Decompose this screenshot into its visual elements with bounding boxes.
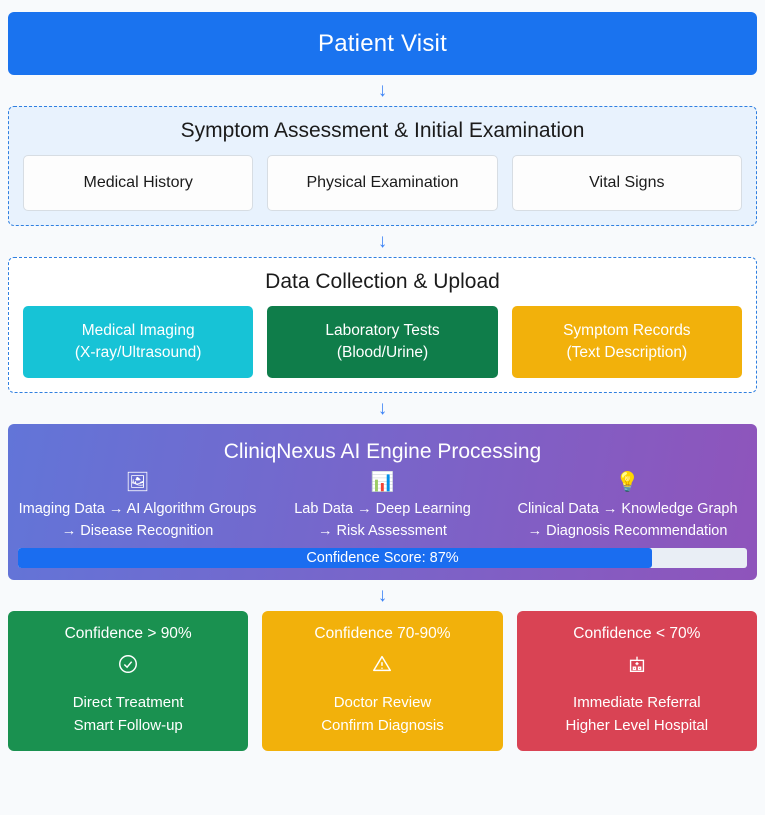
card-medical-imaging-line1: Medical Imaging [81,321,195,339]
stage-patient-visit [8,12,757,75]
ai-engine-clinical-line2: → Diagnosis Recommendation [527,522,728,539]
arrow-2: ↓ [377,231,388,252]
ai-engine-column-imaging [18,472,257,542]
outcome-low-confidence-line2: Higher Level Hospital [565,717,709,735]
card-medical-history [23,155,253,211]
ai-engine-column-lab [263,472,502,542]
outcome-high-confidence-line2: Smart Follow-up [73,717,183,735]
confidence-progress-label: Confidence Score: 87% [306,550,459,567]
arrow-4: ↓ [377,585,388,607]
card-symptom-records-line1: Symptom Records [563,321,691,339]
outcome-high-confidence-head: Confidence > 90% [64,625,192,643]
ai-engine-column-clinical [508,472,747,542]
card-medical-imaging [23,306,253,378]
card-laboratory-tests-line2: (Blood/Urine) [336,344,429,361]
outcome-medium-confidence-line1: Doctor Review [333,694,432,712]
outcome-low-confidence-head: Confidence < 70% [573,625,701,643]
arrow-1: ↓ [377,80,388,101]
outcome-low-confidence-line1: Immediate Referral [573,694,701,712]
lightbulb-icon: 💡 [615,472,640,493]
warning-triangle-icon [371,653,393,679]
bar-chart-icon: 📊 [370,472,395,493]
ai-engine-imaging-line1: Imaging Data → AI Algorithm Groups [18,500,257,517]
card-medical-imaging-line2: (X-ray/Ultrasound) [74,344,202,361]
stage-ai-engine [8,424,757,580]
confidence-progress-bar [18,548,747,568]
patient-visit-title: Patient Visit [318,29,447,57]
outcome-low-confidence [517,611,757,751]
data-collection-title: Data Collection & Upload [265,270,500,293]
ai-engine-imaging-line2: → Disease Recognition [61,522,214,539]
ai-engine-lab-line1: Lab Data → Deep Learning [294,500,471,517]
stage-symptom-assessment [8,106,757,226]
arrow-3: ↓ [377,398,388,419]
card-physical-examination [267,155,497,211]
ai-engine-title: CliniqNexus AI Engine Processing [223,440,542,463]
symptom-assessment-title: Symptom Assessment & Initial Examination [180,119,585,142]
card-vital-signs [512,155,742,211]
card-laboratory-tests-line1: Laboratory Tests [325,321,440,339]
card-symptom-records-line2: (Text Description) [566,344,688,361]
card-vital-signs-label: Vital Signs [589,174,665,191]
ai-engine-lab-line2: → Risk Assessment [318,522,447,539]
card-medical-history-label: Medical History [83,174,193,191]
stage-outcomes [8,611,757,751]
outcome-medium-confidence-line2: Confirm Diagnosis [321,717,444,735]
symptom-assessment-cards [23,155,742,211]
data-collection-cards [23,306,742,378]
ai-engine-columns [18,472,747,542]
card-laboratory-tests [267,306,497,378]
outcome-high-confidence-line1: Direct Treatment [72,694,184,712]
card-physical-examination-label: Physical Examination [306,174,459,191]
outcome-medium-confidence [262,611,502,751]
image-icon: 🖼 [125,472,150,493]
hospital-icon [626,653,648,679]
check-circle-icon [117,653,139,679]
card-symptom-records [512,306,742,378]
outcome-high-confidence [8,611,248,751]
stage-data-collection [8,257,757,393]
outcome-medium-confidence-head: Confidence 70-90% [314,625,451,643]
ai-engine-clinical-line1: Clinical Data → Knowledge Graph [517,500,738,517]
